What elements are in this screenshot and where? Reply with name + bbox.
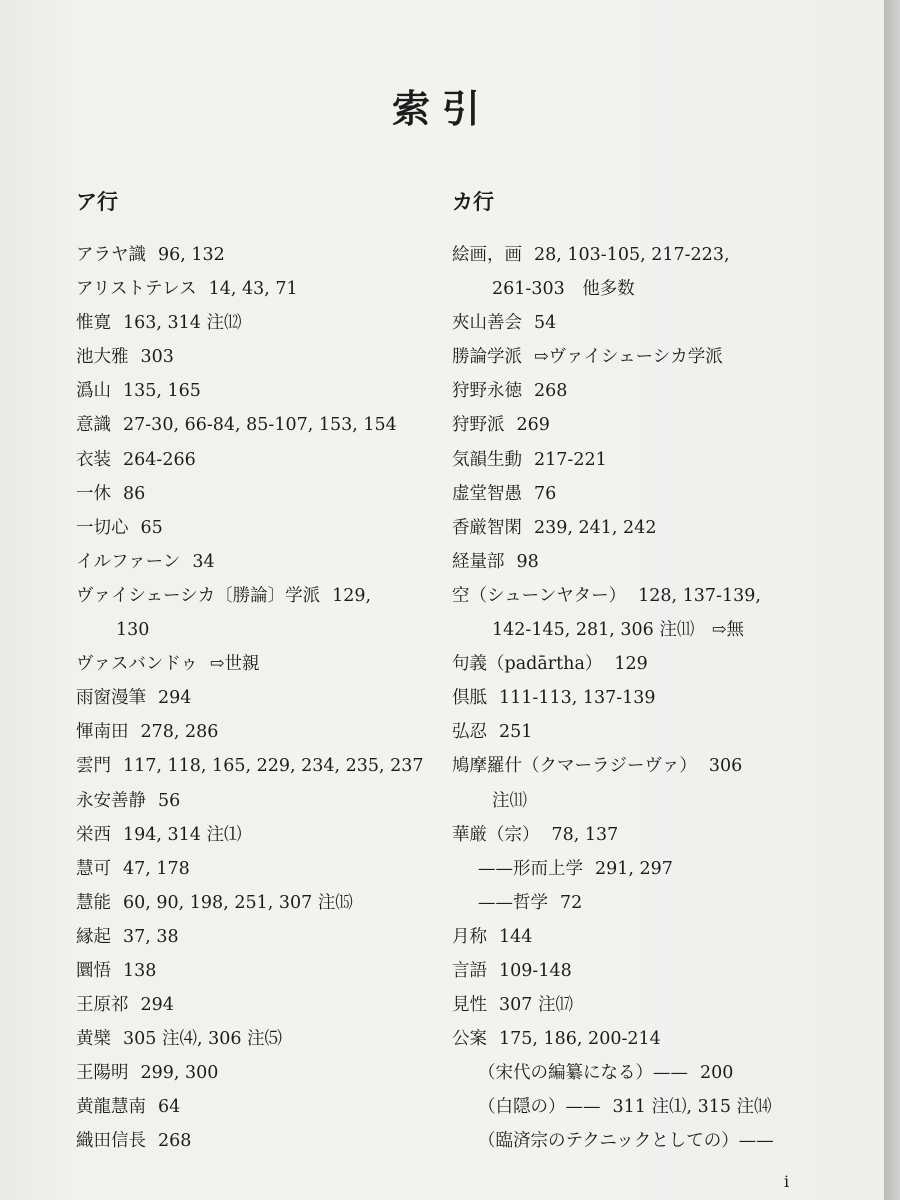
index-entry: [76, 1090, 426, 1124]
entry-term: 惟寛: [76, 313, 111, 334]
entry-term: （臨済宗のテクニックとしての）——: [478, 1131, 774, 1152]
entry-page-refs: 109-148: [499, 960, 572, 981]
entry-term: 言語: [452, 960, 487, 981]
entry-term: （白隠の）——: [478, 1097, 601, 1118]
entry-term: 王原祁: [76, 995, 129, 1016]
entry-page-refs: 130: [116, 620, 150, 641]
entry-page-refs: 200: [700, 1063, 734, 1084]
index-entry: [76, 784, 426, 818]
entry-term: 衣装: [76, 449, 111, 470]
index-entry: [452, 647, 872, 681]
entry-page-refs: 47, 178: [123, 858, 190, 879]
index-entry: [452, 784, 872, 818]
index-entry: [76, 749, 426, 783]
entry-page-refs: 303: [140, 347, 174, 368]
index-entry: [452, 1090, 872, 1124]
entry-term: 黄龍慧南: [76, 1097, 146, 1118]
entry-page-refs: 138: [123, 960, 157, 981]
entry-term: 雲門: [76, 756, 111, 777]
entry-page-refs: 37, 38: [123, 926, 179, 947]
index-entry: [76, 443, 426, 477]
index-entry: [452, 511, 872, 545]
index-entry: [76, 374, 426, 408]
entry-term: アリストテレス: [76, 279, 197, 300]
entry-page-refs: 307 注⒄: [499, 995, 573, 1016]
index-entry: [452, 1056, 872, 1090]
index-entry: [76, 818, 426, 852]
entry-term: 縁起: [76, 926, 111, 947]
index-entry: [76, 579, 426, 613]
entry-page-refs: 194, 314 注⑴: [123, 824, 242, 845]
index-entry: [452, 408, 872, 442]
entry-term: （宋代の編纂になる）——: [478, 1063, 688, 1084]
index-entry: [76, 1022, 426, 1056]
entry-term: 華厳（宗）: [452, 824, 540, 845]
entry-term: 王陽明: [76, 1063, 129, 1084]
index-entry: [76, 852, 426, 886]
entry-list-a: [76, 238, 426, 1159]
entry-page-refs: 261-303 他多数: [492, 279, 635, 300]
entry-term: 黄檗: [76, 1029, 111, 1050]
section-heading-ka: カ行: [452, 189, 494, 214]
entry-page-refs: 64: [158, 1097, 181, 1118]
entry-term: ——哲学: [478, 892, 548, 913]
entry-page-refs: ⇨世親: [209, 654, 260, 675]
entry-term: 弘忍: [452, 722, 487, 743]
entry-term: 絵画，画: [452, 245, 522, 265]
index-entry: [452, 681, 872, 715]
entry-term: 狩野永徳: [452, 381, 522, 402]
entry-page-refs: 142-145, 281, 306 注⑾ ⇨無: [492, 620, 744, 641]
entry-page-refs: 65: [140, 517, 163, 538]
index-entry: [76, 238, 426, 272]
entry-page-refs: 78, 137: [551, 824, 619, 845]
entry-term: 香厳智閑: [452, 517, 522, 538]
entry-term: 倶胝: [452, 688, 487, 709]
section-heading-a: ア行: [76, 189, 118, 214]
entry-page-refs: 268: [158, 1131, 192, 1152]
index-entry: [452, 306, 872, 340]
entry-term: 一切心: [76, 517, 129, 538]
entry-term: 慧可: [76, 858, 111, 879]
entry-page-refs: 175, 186, 200-214: [499, 1029, 661, 1050]
index-entry: [452, 954, 872, 988]
index-entry: [76, 306, 426, 340]
entry-page-refs: 311 注⑴, 315 注⒁: [612, 1097, 772, 1118]
entry-page-refs: 129: [614, 654, 648, 675]
index-entry: [76, 1056, 426, 1090]
entry-page-refs: 264-266: [123, 449, 196, 470]
index-entry: [76, 886, 426, 920]
entry-page-refs: 294: [158, 688, 192, 709]
index-entry: [76, 477, 426, 511]
index-entry: [452, 852, 872, 886]
entry-term: 雨窗漫筆: [76, 688, 146, 709]
entry-term: アラヤ識: [76, 245, 146, 265]
entry-term: 月称: [452, 926, 487, 947]
index-entry: [76, 647, 426, 681]
index-entry: [76, 545, 426, 579]
index-entry: [452, 1022, 872, 1056]
index-entry: [76, 715, 426, 749]
index-entry: [452, 579, 872, 613]
index-entry: [452, 545, 872, 579]
entry-page-refs: 269: [516, 415, 550, 436]
entry-term: 空（シューンヤター）: [452, 585, 627, 606]
entry-page-refs: 14, 43, 71: [208, 279, 298, 300]
entry-term: 圜悟: [76, 960, 111, 981]
entry-list-ka: [452, 238, 872, 1159]
entry-term: 一休: [76, 483, 111, 504]
index-entry: [452, 340, 872, 374]
entry-term: 織田信長: [76, 1131, 146, 1152]
index-entry: [452, 374, 872, 408]
entry-page-refs: 239, 241, 242: [534, 517, 657, 538]
entry-page-refs: 163, 314 注⑿: [123, 313, 242, 334]
entry-page-refs: 111-113, 137-139: [499, 688, 656, 709]
entry-term: 池大雅: [76, 347, 129, 368]
entry-term: 勝論学派: [452, 347, 522, 368]
entry-term: 意識: [76, 415, 111, 436]
entry-term: 慧能: [76, 892, 111, 913]
entry-term: ——形而上学: [478, 858, 583, 879]
entry-page-refs: 294: [140, 995, 174, 1016]
entry-page-refs: 217-221: [534, 449, 607, 470]
entry-page-refs: 251: [499, 722, 533, 743]
entry-page-refs: 305 注⑷, 306 注⑸: [123, 1029, 283, 1050]
entry-term: 栄西: [76, 824, 111, 845]
entry-page-refs: 306: [708, 756, 743, 777]
index-entry: [76, 272, 426, 306]
entry-term: 見性: [452, 995, 487, 1016]
entry-page-refs: 86: [123, 483, 146, 504]
entry-page-refs: 299, 300: [140, 1063, 219, 1084]
entry-page-refs: 278, 286: [140, 722, 219, 743]
index-entry: [452, 272, 872, 306]
index-entry: [452, 715, 872, 749]
entry-term: 句義（padārtha）: [452, 654, 603, 675]
entry-page-refs: 34: [192, 551, 215, 572]
entry-page-refs: 56: [158, 790, 181, 811]
page-edge: [884, 0, 900, 1200]
index-entry: [452, 988, 872, 1022]
page-number: i: [784, 1172, 790, 1191]
entry-page-refs: 27-30, 66-84, 85-107, 153, 154: [123, 415, 397, 436]
index-entry: [76, 954, 426, 988]
entry-term: 鳩摩羅什（クマーラジーヴァ）: [452, 756, 697, 777]
index-entry: [76, 340, 426, 374]
entry-page-refs: 54: [534, 313, 557, 334]
entry-term: 経量部: [452, 551, 505, 572]
entry-term: 永安善静: [76, 790, 146, 811]
index-entry: [76, 1124, 426, 1158]
entry-page-refs: 135, 165: [123, 381, 201, 402]
index-entry: [452, 1124, 872, 1158]
index-entry: [76, 920, 426, 954]
entry-page-refs: 60, 90, 198, 251, 307 注⒂: [123, 892, 353, 913]
entry-term: 気韻生動: [452, 449, 522, 470]
index-entry: [452, 749, 872, 783]
entry-page-refs: 96, 132: [158, 245, 225, 265]
entry-page-refs: ⇨ヴァイシェーシカ学派: [534, 347, 723, 368]
index-entry: [452, 613, 872, 647]
entry-term: 惲南田: [76, 722, 129, 743]
entry-term: ヴァイシェーシカ〔勝論〕学派: [76, 585, 321, 606]
entry-page-refs: 72: [560, 892, 583, 913]
page-title: 索引: [391, 86, 492, 131]
entry-page-refs: 注⑾: [492, 790, 527, 811]
entry-page-refs: 268: [534, 381, 568, 402]
index-entry: [76, 613, 426, 647]
index-column-a: [76, 186, 426, 1159]
index-entry: [452, 818, 872, 852]
entry-page-refs: 128, 137-139,: [638, 585, 761, 606]
entry-term: 潙山: [76, 381, 111, 402]
entry-term: 虚堂智愚: [452, 483, 522, 504]
entry-page-refs: 76: [534, 483, 557, 504]
index-entry: [76, 408, 426, 442]
index-entry: [452, 443, 872, 477]
entry-term: 狩野派: [452, 415, 505, 436]
entry-page-refs: 98: [516, 551, 539, 572]
entry-page-refs: 28, 103-105, 217-223,: [534, 245, 730, 265]
entry-page-refs: 291, 297: [595, 858, 673, 879]
index-entry: [76, 988, 426, 1022]
entry-term: 夾山善会: [452, 313, 522, 334]
entry-page-refs: 144: [499, 926, 533, 947]
index-entry: [452, 886, 872, 920]
entry-term: 公案: [452, 1029, 487, 1050]
index-entry: [452, 920, 872, 954]
index-entry: [76, 511, 426, 545]
entry-page-refs: 129,: [332, 585, 372, 606]
entry-term: ヴァスバンドゥ: [76, 654, 198, 675]
index-entry: [452, 238, 872, 272]
entry-page-refs: 117, 118, 165, 229, 234, 235, 237: [123, 756, 424, 777]
entry-term: イルファーン: [76, 551, 181, 572]
index-entry: [76, 681, 426, 715]
index-column-ka: [452, 186, 872, 1159]
index-entry: [452, 477, 872, 511]
